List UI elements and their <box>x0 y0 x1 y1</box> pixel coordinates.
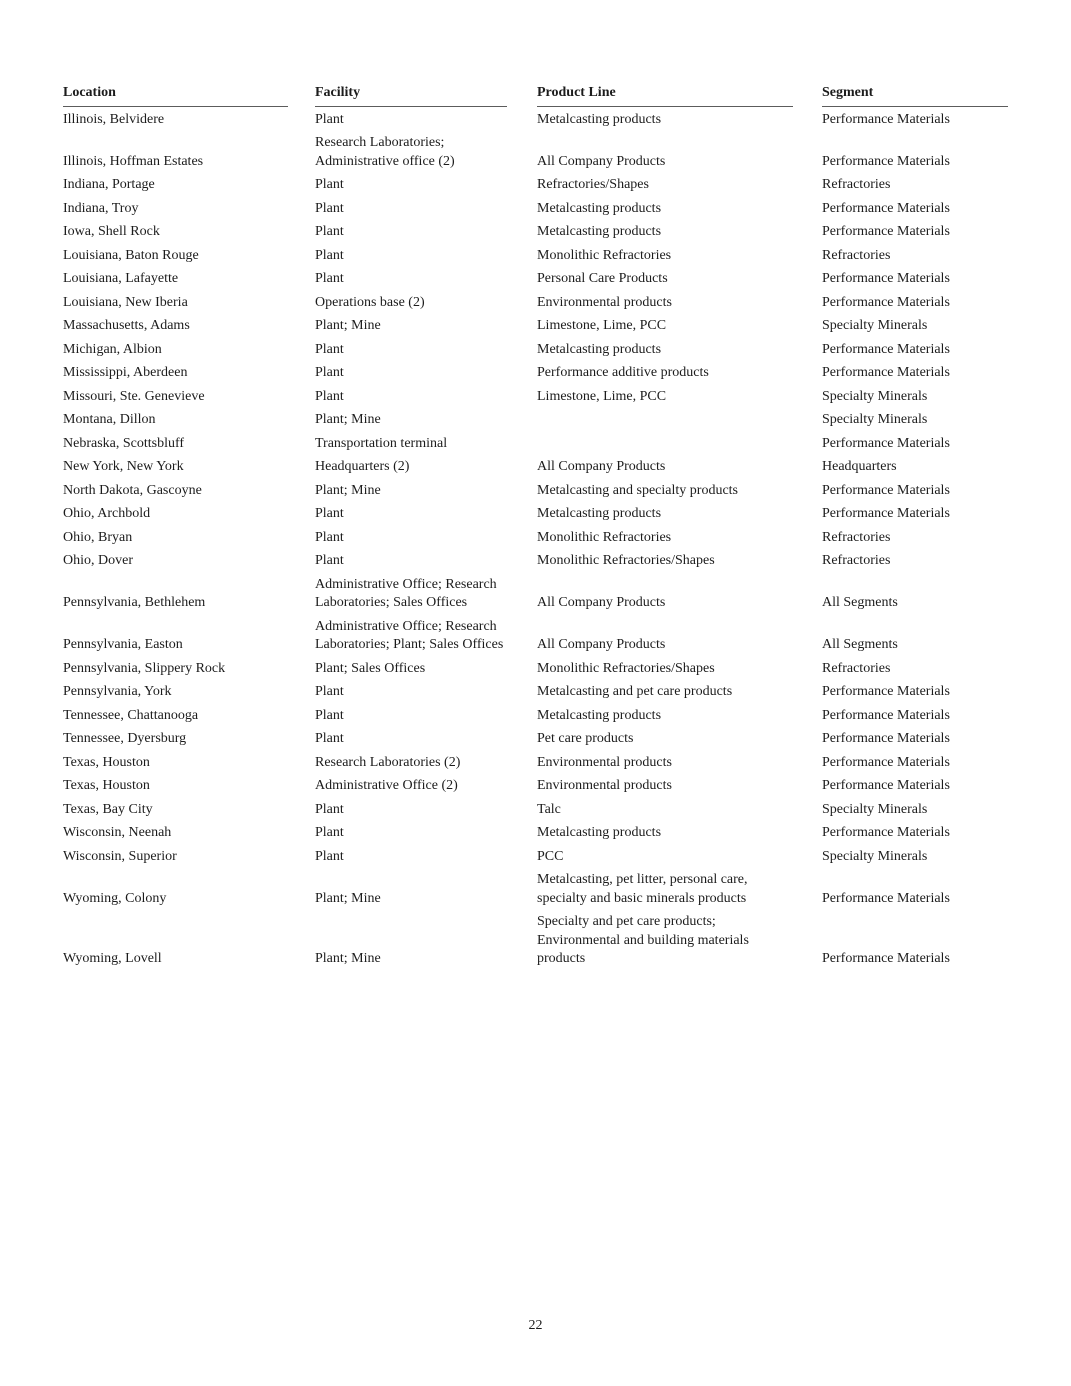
cell-segment: Performance Materials <box>822 890 950 906</box>
cell-segment: Refractories <box>822 177 891 192</box>
cell-facility: Administrative Office; Research Laboratories; Plant; Sales Offices <box>315 618 504 652</box>
cell-segment: Headquarters <box>822 459 897 474</box>
cell-product_line: Metalcasting products <box>537 224 662 239</box>
cell-facility: Plant <box>315 111 344 127</box>
table-row <box>63 339 1008 363</box>
table-row <box>63 681 1008 705</box>
cell-location: Louisiana, Lafayette <box>63 271 179 286</box>
table-row <box>63 775 1008 799</box>
cell-location: Massachusetts, Adams <box>63 318 190 333</box>
cell-facility: Plant <box>315 731 344 746</box>
cell-segment: Performance Materials <box>822 365 950 380</box>
cell-segment: Performance Materials <box>822 731 950 746</box>
cell-location: Pennsylvania, Bethlehem <box>63 595 206 610</box>
table-row <box>63 456 1008 480</box>
table-row <box>63 268 1008 292</box>
cell-product_line: Metalcasting products <box>537 111 662 127</box>
cell-location: Pennsylvania, Slippery Rock <box>63 660 226 676</box>
table-row <box>63 550 1008 574</box>
column-header-facility <box>315 84 537 107</box>
cell-facility: Plant <box>315 341 344 357</box>
cell-segment: Performance Materials <box>822 684 950 699</box>
cell-facility: Research Laboratories; Administrative office (2) <box>315 135 455 169</box>
table-row <box>63 658 1008 682</box>
cell-product_line: All Company Products <box>537 459 666 474</box>
cell-segment: Refractories <box>822 553 891 568</box>
table-row <box>63 574 1008 616</box>
cell-facility: Headquarters (2) <box>315 459 410 474</box>
cell-segment: Performance Materials <box>822 825 950 840</box>
cell-location: Indiana, Portage <box>63 177 155 192</box>
cell-segment: Specialty Minerals <box>822 801 928 817</box>
cell-product_line: Metalcasting products <box>537 707 662 723</box>
cell-facility: Plant <box>315 553 344 568</box>
cell-segment: Performance Materials <box>822 482 950 498</box>
column-header-product-line <box>537 84 822 107</box>
cell-facility: Administrative Office (2) <box>315 778 458 793</box>
table-row <box>63 480 1008 504</box>
table-row <box>63 822 1008 846</box>
cell-segment: Specialty Minerals <box>822 412 928 427</box>
column-header-segment <box>822 84 1008 107</box>
cell-segment: Performance Materials <box>822 951 950 966</box>
cell-product_line: Specialty and pet care products; Environmental and building materials products <box>537 914 749 966</box>
cell-location: Wisconsin, Superior <box>63 848 177 864</box>
cell-location: Ohio, Archbold <box>63 506 151 521</box>
cell-segment: Performance Materials <box>822 200 950 216</box>
cell-product_line: Monolithic Refractories <box>537 529 672 545</box>
cell-location: North Dakota, Gascoyne <box>63 482 202 498</box>
cell-location: Ohio, Dover <box>63 553 133 568</box>
cell-segment: Performance Materials <box>822 224 950 239</box>
cell-location: Louisiana, Baton Rouge <box>63 247 199 263</box>
column-header-location-label: Location <box>63 84 288 107</box>
cell-facility: Plant <box>315 388 344 404</box>
table-row <box>63 503 1008 527</box>
cell-product_line: Pet care products <box>537 731 634 746</box>
cell-facility: Plant; Mine <box>315 318 381 333</box>
page-number: 22 <box>528 1318 543 1333</box>
column-header-product-line-label: Product Line <box>537 84 793 107</box>
cell-product_line: Environmental products <box>537 754 672 770</box>
cell-product_line: Monolithic Refractories/Shapes <box>537 660 715 676</box>
cell-product_line: Limestone, Lime, PCC <box>537 318 667 333</box>
table-row <box>63 245 1008 269</box>
cell-location: Missouri, Ste. Genevieve <box>63 388 205 404</box>
cell-facility: Plant <box>315 707 344 723</box>
cell-location: Louisiana, New Iberia <box>63 294 188 310</box>
cell-segment: Performance Materials <box>822 111 950 127</box>
cell-product_line: Refractories/Shapes <box>537 177 649 192</box>
cell-facility: Plant <box>315 825 344 840</box>
cell-product_line: Performance additive products <box>537 365 709 380</box>
cell-facility: Plant <box>315 684 344 699</box>
cell-facility: Administrative Office; Research Laboratories; Sales Offices <box>315 576 497 610</box>
cell-facility: Plant <box>315 506 344 521</box>
cell-location: Wyoming, Colony <box>63 890 167 906</box>
cell-segment: All Segments <box>822 595 898 610</box>
cell-product_line: All Company Products <box>537 153 666 169</box>
cell-product_line: All Company Products <box>537 637 666 652</box>
cell-segment: Refractories <box>822 247 891 263</box>
table-header-row <box>63 84 1008 107</box>
cell-location: Ohio, Bryan <box>63 529 133 545</box>
cell-location: Texas, Houston <box>63 778 150 793</box>
cell-facility: Plant <box>315 848 344 864</box>
cell-segment: Performance Materials <box>822 778 950 793</box>
cell-facility: Plant <box>315 247 344 263</box>
cell-facility: Plant <box>315 271 344 286</box>
table-row <box>63 409 1008 433</box>
cell-location: Tennessee, Chattanooga <box>63 707 199 723</box>
table-row <box>63 174 1008 198</box>
cell-segment: Performance Materials <box>822 506 950 521</box>
table-row <box>63 315 1008 339</box>
cell-location: Michigan, Albion <box>63 341 162 357</box>
cell-product_line: Personal Care Products <box>537 271 668 286</box>
cell-product_line: Metalcasting products <box>537 341 662 357</box>
cell-location: Montana, Dillon <box>63 412 156 427</box>
cell-location: Illinois, Belvidere <box>63 111 165 127</box>
cell-product_line: Metalcasting, pet litter, personal care, specialty and basic minerals products <box>537 872 748 906</box>
table-row <box>63 846 1008 870</box>
facilities-table <box>63 84 1008 972</box>
cell-facility: Plant; Mine <box>315 412 381 427</box>
table-row <box>63 292 1008 316</box>
cell-product_line: Metalcasting and pet care products <box>537 684 733 699</box>
cell-location: Indiana, Troy <box>63 200 139 216</box>
cell-segment: All Segments <box>822 637 898 652</box>
cell-facility: Plant; Mine <box>315 890 381 906</box>
cell-segment: Performance Materials <box>822 754 950 770</box>
cell-product_line: Monolithic Refractories/Shapes <box>537 553 715 568</box>
cell-location: Pennsylvania, York <box>63 684 172 699</box>
column-header-segment-label: Segment <box>822 84 1008 107</box>
table-row <box>63 527 1008 551</box>
cell-facility: Plant <box>315 529 344 545</box>
cell-facility: Plant <box>315 177 344 192</box>
table-row <box>63 705 1008 729</box>
table-row <box>63 728 1008 752</box>
table-row <box>63 616 1008 658</box>
table-row <box>63 433 1008 457</box>
cell-product_line: Metalcasting and specialty products <box>537 482 738 498</box>
cell-facility: Operations base (2) <box>315 294 425 310</box>
cell-location: Pennsylvania, Easton <box>63 637 183 652</box>
cell-facility: Plant; Sales Offices <box>315 660 426 676</box>
cell-location: Nebraska, Scottsbluff <box>63 435 185 451</box>
table-row <box>63 107 1008 133</box>
table-row <box>63 911 1008 972</box>
cell-segment: Performance Materials <box>822 271 950 286</box>
cell-facility: Plant <box>315 801 344 817</box>
cell-product_line: Talc <box>537 801 561 817</box>
table-row <box>63 752 1008 776</box>
cell-product_line: Metalcasting products <box>537 200 662 216</box>
table-row <box>63 799 1008 823</box>
cell-location: Mississippi, Aberdeen <box>63 365 188 380</box>
cell-location: Texas, Bay City <box>63 801 153 817</box>
cell-product_line: Limestone, Lime, PCC <box>537 388 667 404</box>
cell-segment: Performance Materials <box>822 341 950 357</box>
cell-product_line: Environmental products <box>537 778 672 793</box>
table-row <box>63 198 1008 222</box>
cell-product_line: Metalcasting products <box>537 506 662 521</box>
table-row <box>63 362 1008 386</box>
column-header-location <box>63 84 315 107</box>
cell-location: Iowa, Shell Rock <box>63 224 160 239</box>
cell-location: Wyoming, Lovell <box>63 951 162 966</box>
cell-segment: Specialty Minerals <box>822 848 928 864</box>
column-header-facility-label: Facility <box>315 84 507 107</box>
cell-facility: Research Laboratories (2) <box>315 754 461 770</box>
cell-facility: Plant; Mine <box>315 951 381 966</box>
table-row <box>63 221 1008 245</box>
cell-location: Illinois, Hoffman Estates <box>63 153 204 169</box>
cell-segment: Refractories <box>822 529 891 545</box>
cell-product_line <box>537 433 822 457</box>
cell-segment: Specialty Minerals <box>822 318 928 333</box>
cell-location: Tennessee, Dyersburg <box>63 731 187 746</box>
cell-product_line: Environmental products <box>537 294 672 310</box>
cell-segment: Performance Materials <box>822 294 950 310</box>
cell-facility: Plant <box>315 200 344 216</box>
cell-segment: Refractories <box>822 660 891 676</box>
cell-product_line: Monolithic Refractories <box>537 247 672 263</box>
cell-segment: Performance Materials <box>822 153 950 169</box>
cell-location: Texas, Houston <box>63 754 150 770</box>
cell-facility: Transportation terminal <box>315 435 448 451</box>
table-row <box>63 132 1008 174</box>
cell-facility: Plant; Mine <box>315 482 381 498</box>
cell-product_line: All Company Products <box>537 595 666 610</box>
table-row <box>63 869 1008 911</box>
table-row <box>63 386 1008 410</box>
cell-product_line: Metalcasting products <box>537 825 662 840</box>
cell-product_line: PCC <box>537 848 564 864</box>
cell-segment: Specialty Minerals <box>822 388 928 404</box>
cell-facility: Plant <box>315 365 344 380</box>
cell-product_line <box>537 409 822 433</box>
cell-location: New York, New York <box>63 459 184 474</box>
cell-location: Wisconsin, Neenah <box>63 825 172 840</box>
cell-facility: Plant <box>315 224 344 239</box>
cell-segment: Performance Materials <box>822 707 950 723</box>
cell-segment: Performance Materials <box>822 435 950 451</box>
